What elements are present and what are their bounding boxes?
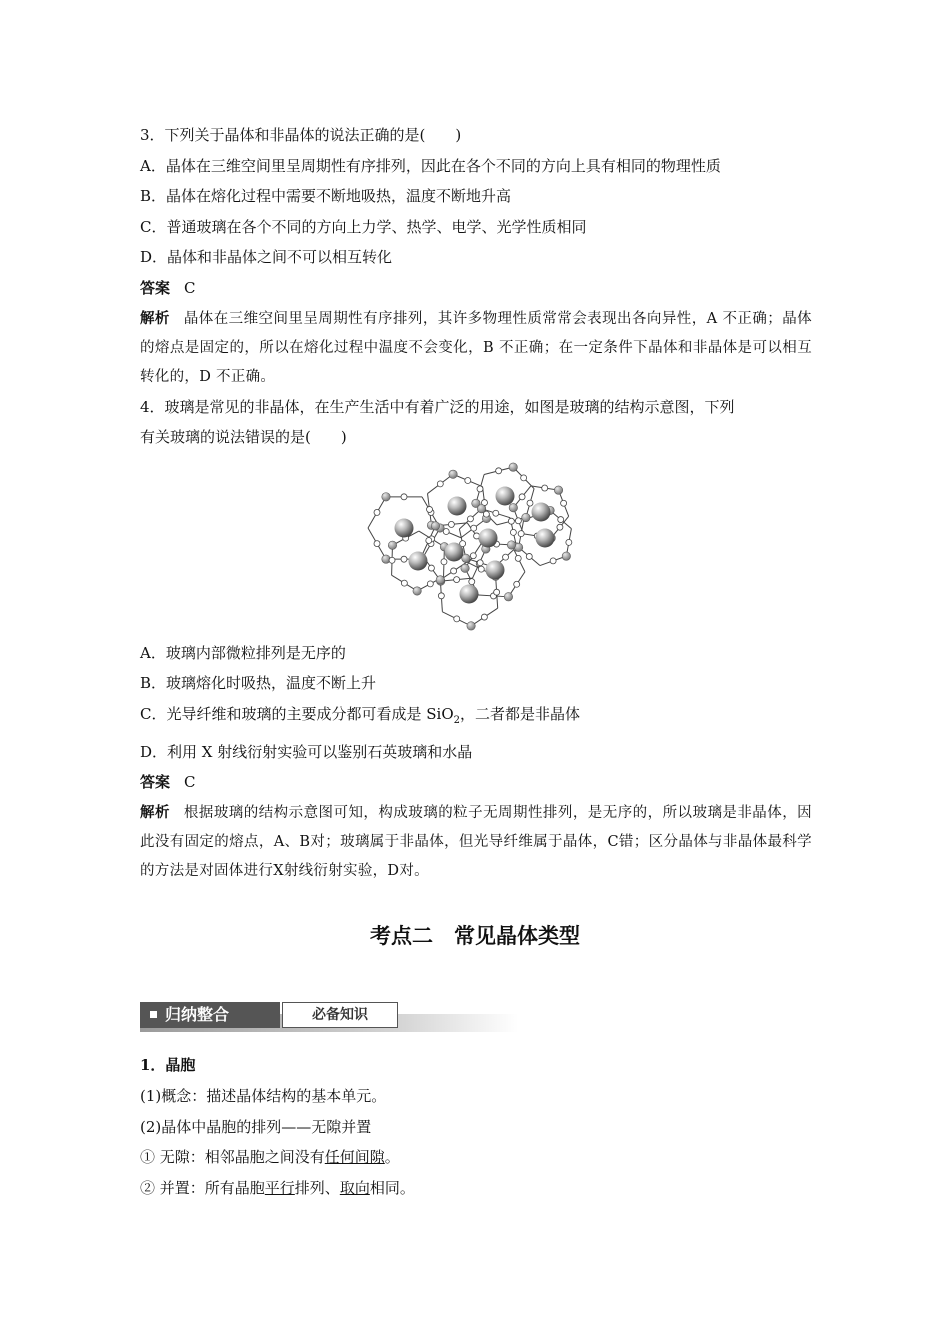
oxygen-atom [566,539,572,545]
oxygen-atom [471,525,477,531]
banner-left-label: 归纳整合 [165,1005,230,1024]
oxygen-atom [401,494,407,500]
section-banner [140,1002,518,1032]
cell-section [140,1050,812,1204]
silicon-atom [382,493,390,501]
oxygen-atom [508,518,514,524]
oxygen-atom [514,581,520,587]
text: ① 无隙：相邻晶胞之间没有 [140,1148,325,1167]
q4-stem-line2: 有关玻璃的说法错误的是( ) [140,428,347,447]
q3-option-d: D．晶体和非晶体之间不可以相互转化 [140,248,393,267]
oxygen-atom [561,500,567,506]
silicon-atom [504,593,512,601]
silicon-atom [509,504,517,512]
cation-sphere [532,503,551,522]
silicon-atom [477,505,485,513]
explanation-text: 根据玻璃的结构示意图可知，构成玻璃的粒子无周期性排列，是无序的，所以玻璃是非晶体，因此没有固定的熔点，A、B对；玻璃属于非晶体，但光导纤维属于晶体，C错；区分晶体与非晶体最科学的方法是对固体进行X射线衍射实验，D对。 [140,804,812,879]
answer-label: 答案 [140,773,171,792]
text: 排列、 [294,1179,340,1198]
q4-option-d: D．利用 X 射线衍射实验可以鉴别石英玻璃和水晶 [140,742,473,761]
oxygen-atom [478,566,484,572]
q4-option-a: A．玻璃内部微粒排列是无序的 [140,643,346,662]
oxygen-atom [518,531,524,537]
q4-option-c-text: C．光导纤维和玻璃的主要成分都可看成是 SiO [140,704,454,723]
silicon-atom [462,554,470,562]
oxygen-atom [542,485,548,491]
underlined-term: 平行 [264,1179,295,1198]
q3-option-c: C．普通玻璃在各个不同的方向上力学、热学、电学、光学性质相同 [140,217,587,236]
oxygen-atom [437,481,443,487]
oxygen-atom [550,558,556,564]
glass-structure-diagram [358,458,590,644]
cation-sphere [460,585,479,604]
cation-sphere [486,561,505,580]
silicon-atom [554,486,562,494]
section-title: 考点二 常见晶体类型 [370,924,580,948]
cell-point-2 [140,1173,812,1204]
silicon-atom [562,552,570,560]
q4-option-c-tail: ，二者都是非晶体 [460,704,581,723]
cation-sphere [536,529,555,548]
oxygen-atom [465,477,471,483]
silicon-atom [449,470,457,478]
oxygen-atom [454,616,460,622]
cell-concept: (1)概念：描述晶体结构的基本单元。 [140,1086,387,1105]
oxygen-atom [519,494,525,500]
oxygen-atom [454,577,460,583]
cation-sphere [479,529,498,548]
silicon-atom [467,622,475,630]
text: 。 [384,1148,400,1167]
oxygen-atom [389,557,395,563]
silicon-atom [509,463,517,471]
cell-arrangement: (2)晶体中晶胞的排列——无隙并置 [140,1117,372,1136]
silicon-atom [413,587,421,595]
oxygen-atom [469,579,475,585]
cell-point-1 [140,1142,812,1173]
silicon-atom [522,513,530,521]
oxygen-atom [510,529,516,535]
silicon-atom [436,576,444,584]
silicon-atom [388,541,396,549]
oxygen-atom [521,475,527,481]
oxygen-atom [448,521,454,527]
silicon-atom [507,541,515,549]
answer-label: 答案 [140,278,171,297]
cell-title: 1．晶胞 [140,1056,196,1074]
q4-option-c [140,699,812,737]
oxygen-atom [526,553,532,559]
q3-answer [140,273,812,304]
cation-sphere [409,552,428,571]
oxygen-atom [467,516,473,522]
oxygen-atom [438,593,444,599]
oxygen-atom [374,509,380,515]
q4-explanation [140,798,812,886]
cation-sphere [395,519,414,538]
silicon-atom [461,564,469,572]
oxygen-atom [427,581,433,587]
q4-answer [140,767,812,798]
oxygen-atom [428,565,434,571]
answer-value: C [184,773,196,792]
oxygen-atom [557,524,563,530]
oxygen-atom [494,589,500,595]
oxygen-atom [401,580,407,586]
explanation-label: 解析 [140,309,170,327]
underlined-term: 任何间隙 [324,1148,385,1167]
oxygen-atom [443,529,449,535]
oxygen-atom [481,614,487,620]
oxygen-atom [515,555,521,561]
q4-stem-line1: 4．玻璃是常见的非晶体，在生产生活中有着广泛的用途，如图是玻璃的结构示意图，下列 [140,397,735,416]
oxygen-atom [527,500,533,506]
oxygen-atom [401,556,407,562]
oxygen-atom [426,537,432,543]
q4-option-b: B．玻璃熔化时吸热，温度不断上升 [140,674,377,693]
cation-sphere [496,487,515,506]
oxygen-atom [426,506,432,512]
subscript: 2 [453,714,460,726]
oxygen-atom [477,560,483,566]
answer-value: C [184,278,196,297]
oxygen-atom [496,468,502,474]
underlined-term: 取向 [339,1179,370,1198]
explanation-text: 晶体在三维空间里呈周期性有序排列，其许多物理性质常常会表现出各向异性，A 不正确；晶体的熔点是固定的，所以在熔化过程中温度不会变化，B 不正确；在一定条件下晶体和非晶体是可以相互转化的，D 不正确。 [140,310,812,385]
q3-option-a: A．晶体在三维空间里呈周期性有序排列，因此在各个不同的方向上具有相同的物理性质 [140,156,721,175]
oxygen-atom [470,553,476,559]
oxygen-atom [493,510,499,516]
banner-left [140,1002,280,1028]
explanation-label: 解析 [140,803,170,821]
text: 相同。 [369,1179,415,1198]
q3-explanation [140,304,812,392]
banner-right: 必备知识 [282,1002,398,1028]
oxygen-atom [503,554,509,560]
q3-stem: 3．下列关于晶体和非晶体的说法正确的是( ) [140,126,462,144]
oxygen-atom [374,541,380,547]
oxygen-atom [451,568,457,574]
oxygen-atom [441,559,447,565]
q3-option-b: B．晶体在熔化过程中需要不断地吸热，温度不断地升高 [140,187,512,206]
square-icon [150,1011,157,1018]
oxygen-atom [515,518,521,524]
oxygen-atom [558,517,564,523]
silicon-atom [431,522,439,530]
oxygen-atom [477,486,483,492]
cation-sphere [445,543,464,562]
text: ② 并置：所有晶胞 [140,1179,265,1198]
cation-sphere [448,497,467,516]
